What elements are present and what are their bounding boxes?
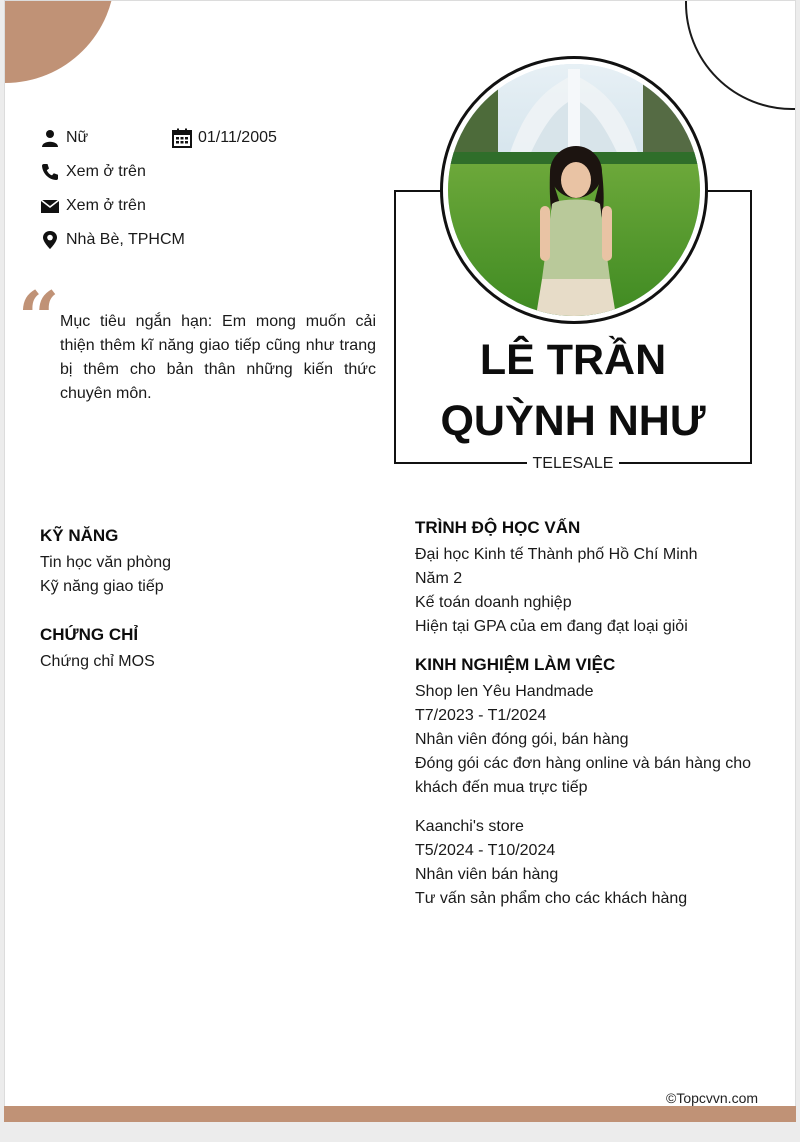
education-title: TRÌNH ĐỘ HỌC VẤN: [415, 518, 581, 537]
phone-icon: [40, 162, 60, 182]
education-school: Đại học Kinh tế Thành phố Hồ Chí Minh: [415, 546, 698, 563]
address-value: Nhà Bè, TPHCM: [66, 231, 185, 248]
certificate-item: Chứng chỉ MOS: [40, 653, 155, 670]
decor-circle-top-right: [685, 0, 796, 110]
experience-job-1: [415, 680, 760, 800]
email-value: Xem ở trên: [66, 197, 146, 214]
info-address: [40, 230, 185, 250]
footer-bar: [4, 1106, 796, 1122]
gender-value: Nữ: [66, 129, 89, 146]
certificates-title: CHỨNG CHỈ: [40, 625, 139, 644]
mail-icon: [40, 196, 60, 216]
info-email: [40, 196, 146, 216]
birthday-value: 01/11/2005: [198, 129, 277, 146]
skill-item: Tin học văn phòng: [40, 554, 172, 571]
experience-job-2: [415, 815, 760, 911]
education-gpa: Hiện tại GPA của em đang đạt loại giỏi: [415, 618, 688, 635]
skill-item: Kỹ năng giao tiếp: [40, 578, 164, 595]
career-objective: Mục tiêu ngắn hạn: Em mong muốn cải thiện thêm kĩ năng giao tiếp cũng như trang bị thêm cho bản thân những kiến thức chuyên môn.: [60, 313, 376, 402]
name-line-1: LÊ TRẦN: [479, 336, 667, 384]
job-description: Tư vấn sản phẩm cho các khách hàng: [415, 890, 688, 907]
person-icon: [40, 128, 60, 148]
decor-circle-top-left: [4, 0, 115, 83]
job-position: Nhân viên đóng gói, bán hàng: [415, 731, 629, 748]
job-company: Shop len Yêu Handmade: [415, 683, 594, 700]
job-description: Đóng gói các đơn hàng online và bán hàng cho khách đến mua trực tiếp: [415, 755, 752, 796]
education-details: [415, 543, 698, 639]
location-pin-icon: [40, 230, 60, 250]
education-major: Kế toán doanh nghiệp: [415, 594, 572, 611]
calendar-icon: [172, 128, 192, 148]
info-birthday: [172, 128, 277, 148]
skills-list: [40, 551, 171, 599]
quote-icon: “: [18, 275, 60, 360]
job-title: TELESALE: [527, 453, 619, 475]
info-gender: [40, 128, 88, 148]
job-period: T7/2023 - T1/2024: [415, 707, 547, 724]
phone-value: Xem ở trên: [66, 163, 146, 180]
job-period: T5/2024 - T10/2024: [415, 842, 556, 859]
certificates-list: [40, 650, 155, 674]
job-position: Nhân viên bán hàng: [415, 866, 559, 883]
avatar: [448, 64, 700, 316]
job-company: Kaanchi's store: [415, 818, 524, 835]
skills-title: KỸ NĂNG: [40, 526, 119, 545]
info-phone: [40, 162, 146, 182]
copyright-text: ©Topcvvn.com: [666, 1090, 759, 1106]
education-year: Năm 2: [415, 570, 463, 587]
experience-title: KINH NGHIỆM LÀM VIỆC: [415, 655, 616, 674]
full-name: [400, 330, 746, 452]
name-line-2: QUỲNH NHƯ: [440, 397, 706, 445]
avatar-photo-illustration: [448, 64, 700, 316]
